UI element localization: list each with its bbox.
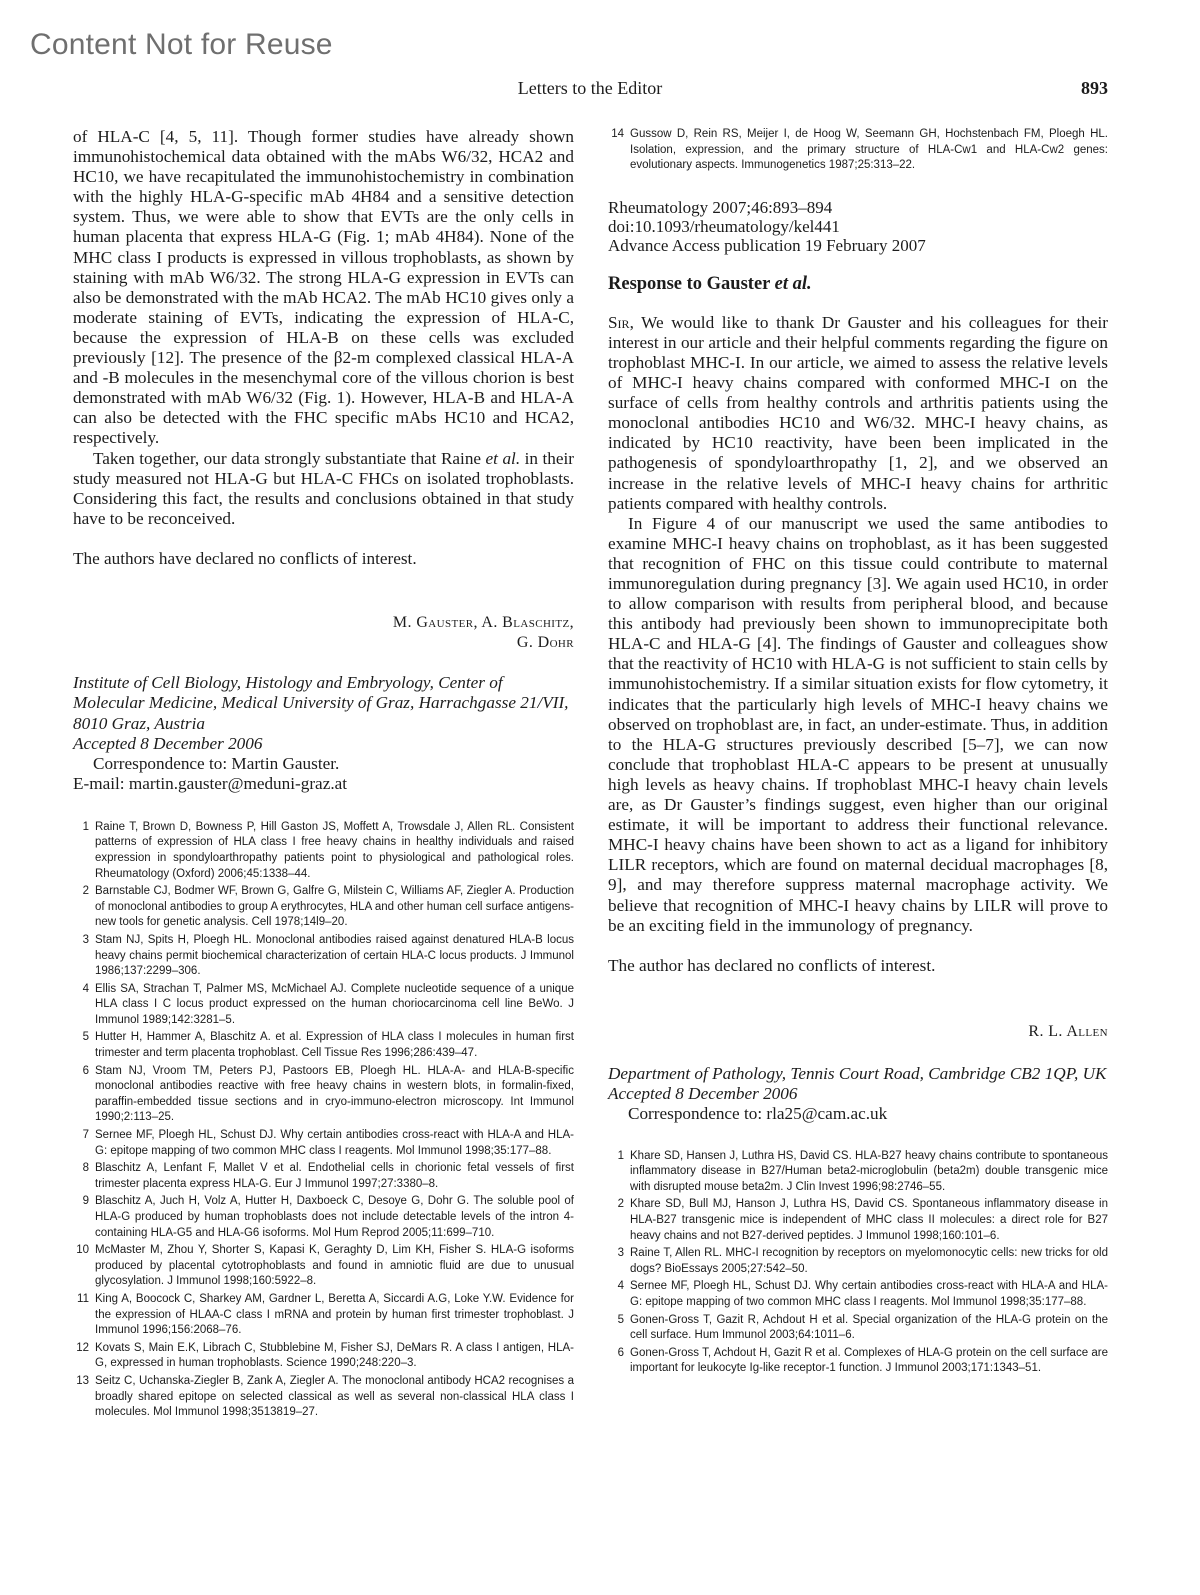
reference-text: Raine T, Brown D, Bowness P, Hill Gaston JS, Moffett A, Trowsdale J, Allen RL. Consistent patterns of expression of HLA class I free heavy chains in healthy individuals and raised expression in spondyloarthropathy patients point to physiological and pathological roles. Rheumatology (Oxford) 2006;45:1338–44. — [95, 820, 574, 880]
author-names-line-2: G. Dohr — [516, 633, 574, 651]
citation-journal: Rheumatology 2007;46:893–894 — [608, 197, 833, 217]
reference-text: Sernee MF, Ploegh HL, Schust DJ. Why certain antibodies cross-react with HLA-A and HLA-G: epitope mapping of two common MHC class I reagents. Mol Immunol 1998;35:177–88. — [630, 1280, 1108, 1309]
reference-item — [73, 1341, 574, 1372]
reference-item — [73, 1292, 574, 1339]
et-al: et al. — [485, 448, 521, 468]
reference-item — [73, 1161, 574, 1192]
reference-item — [73, 1374, 574, 1421]
reference-text: Khare SD, Hansen J, Luthra HS, David CS. HLA-B27 heavy chains contribute to spontaneous inflammatory disease in B27/Human beta2-microglobulin (beta2m) double transgenic mice with disrupted mouse beta2m. J Clin Invest 1996;98:2746–55. — [630, 1149, 1108, 1193]
reference-number: 10 — [76, 1244, 89, 1257]
paragraph-2-start: Taken together, our data strongly substantiate that Raine — [93, 448, 486, 468]
reference-item — [608, 1149, 1108, 1196]
reference-item — [73, 1064, 574, 1126]
reference-list — [73, 820, 574, 1421]
reference-text: Gussow D, Rein RS, Meijer I, de Hoog W, Seemann GH, Hochstenbach FM, Ploegh HL. Isolation, expression, and the primary structure of HLA-Cw1 and HLA-Cw2 genes: evolutionary aspects. Immunogenetics 1987;25:313–22. — [630, 128, 1108, 172]
reference-item — [73, 1128, 574, 1159]
reference-text: Blaschitz A, Juch H, Volz A, Hutter H, Daxboeck C, Desoye G, Dohr G. The soluble pool of HLA-G produced by human trophoblasts does not include detectable levels of the intron 4-containing HLA-G5 and HLA-G6 isoforms. Mol Hum Reprod 2005;11:699–710. — [95, 1195, 574, 1239]
reference-item — [608, 1313, 1108, 1344]
reference-item — [73, 1194, 574, 1241]
citation-advance-access: Advance Access publication 19 February 2007 — [608, 235, 926, 255]
reference-item — [73, 884, 574, 931]
reference-item — [73, 1030, 574, 1061]
reference-item — [608, 1197, 1108, 1244]
reference-text: McMaster M, Zhou Y, Shorter S, Kapasi K, Geraghty D, Lim KH, Fisher S. HLA-G isoforms produced by placental cytotrophoblasts and found in amniotic fluid are due to unusual glycosylation. J Immunol 1998;160:5922–8. — [95, 1244, 574, 1288]
reference-text: Raine T, Allen RL. MHC-I recognition by receptors on myelomonocytic cells: new tricks for old dogs? BioEssays 2005;27:542–50. — [630, 1247, 1108, 1275]
author-names-line-1: M. Gauster, A. Blaschitz, — [392, 613, 574, 631]
reference-number: 3 — [617, 1247, 624, 1260]
correspondence: Correspondence to: rla25@cam.ac.uk — [628, 1104, 888, 1124]
reference-item — [73, 982, 574, 1029]
reference-number: 2 — [617, 1198, 624, 1211]
reference-number: 7 — [82, 1129, 89, 1142]
reference-number: 8 — [82, 1162, 89, 1175]
reference-number: 11 — [77, 1292, 89, 1305]
reference-text: Barnstable CJ, Bodmer WF, Brown G, Galfre G, Milstein C, Williams AF, Ziegler A. Production of monoclonal antibodies to group A erythrocytes, HLA and other human cell surface antigens-new tools for genetic analysis. Cell 1978;14l9–20. — [95, 885, 574, 929]
reference-number: 2 — [82, 885, 89, 898]
response-paragraph-1-text: , We would like to thank Dr Gauster and his colleagues for their interest in our article and their helpful comments regarding the figure on trophoblast MHC-I. In our article, we aimed to assess the relative levels of MHC-I heavy chains compared with conformed MHC-I on the surface of cells from healthy controls and arthritis patients using the monoclonal antibodies HC10 and W6/32. MHC-I heavy chains, as indicated by HC10 reactivity, have been been implicated in the pathogenesis of spondyloarthropathy [1, 2], and we observed an increase in the relative levels of MHC-I heavy chains for arthritic patients compared with healthy controls. — [608, 312, 1108, 513]
salutation: Sir — [608, 312, 630, 332]
paragraph-2-end: in their study measured not HLA-G but HLA-C FHCs on isolated trophoblasts. Considering this fact, the results and conclusions obtained in that study have to be reconceived. — [73, 448, 574, 528]
citation-doi: doi:10.1093/rheumatology/kel441 — [608, 216, 840, 236]
reference-text: Sernee MF, Ploegh HL, Schust DJ. Why certain antibodies cross-react with HLA-A and HLA-G: epitope mapping of two common MHC class I reagents. Mol Immunol 1998;35:177–88. — [95, 1129, 574, 1157]
journal-section-title: Letters to the Editor — [517, 78, 663, 98]
reference-item — [73, 933, 574, 980]
reference-item — [608, 127, 1108, 174]
reference-item — [608, 1346, 1108, 1377]
reference-text: Stam NJ, Vroom TM, Peters PJ, Pastoors EB, Ploegh HL. HLA-A- and HLA-B-specific monoclonal antibodies reactive with free heavy chains in western blots, in formalin-fixed, paraffin-embedded tissue sections and in cryo-immuno-electron microscopy. Int Immunol 1990;2:113–25. — [95, 1064, 574, 1124]
reference-text: Kovats S, Main E.K, Librach C, Stubblebine M, Fisher SJ, DeMars R. A class I antigen, HLA-G, expressed in human trophoblasts. Science 1990;248:220–3. — [95, 1341, 574, 1370]
affiliation: Department of Pathology, Tennis Court Road, Cambridge CB2 1QP, UK — [608, 1063, 1107, 1083]
reference-number: 5 — [617, 1313, 624, 1326]
response-title — [608, 273, 1108, 295]
reference-text: Gonen-Gross T, Achdout H, Gazit R et al. Complexes of HLA-G protein on the cell surface are important for leukocyte Ig-like receptor-1 function. J Immunol 2003;171:1343–51. — [630, 1346, 1108, 1375]
reference-text: Seitz C, Uchanska-Ziegler B, Zank A, Ziegler A. The monoclonal antibody HCA2 recognises a broadly shared epitope on selected classical as well as several non-classical HLA class I molecules. Mol Immunol 1998;3513819–27. — [95, 1374, 574, 1419]
reference-text: Hutter H, Hammer A, Blaschitz A. et al. Expression of HLA class I molecules in human first trimester and term placenta trophoblast. Cell Tissue Res 1996;286:439–47. — [95, 1031, 574, 1060]
response-title-etal: et al. — [774, 273, 812, 294]
author-name: R. L. Allen — [1028, 1022, 1108, 1040]
reference-text: Ellis SA, Strachan T, Palmer MS, McMichael AJ. Complete nucleotide sequence of a unique HLA class I C locus product expressed on the human choriocarcinoma cell line BeWo. J Immunol 1989;142:3281–5. — [95, 982, 574, 1026]
reference-item — [73, 1243, 574, 1290]
accepted-date: Accepted 8 December 2006 — [608, 1084, 798, 1104]
reference-number: 1 — [617, 1149, 624, 1162]
letter-paragraph-2 — [73, 449, 574, 529]
right-column — [608, 127, 1108, 1379]
reference-number: 14 — [611, 128, 624, 140]
reference-list — [608, 1149, 1108, 1377]
reference-text: King A, Boocock C, Sharkey AM, Gardner L, Beretta A, Siccardi A.G, Loke Y.W. Evidence for the expression of HLAA-C class I mRNA and protein by human first trimester trophoblast. J Immunol 1996;156:2068–76. — [95, 1292, 574, 1337]
response-paragraph-1 — [608, 313, 1108, 514]
email: E-mail: martin.gauster@meduni-graz.at — [73, 774, 348, 794]
reference-number: 12 — [76, 1341, 89, 1354]
reference-number: 4 — [82, 982, 89, 995]
reference-number: 5 — [82, 1031, 89, 1044]
watermark: Content Not for Reuse — [30, 28, 333, 61]
left-column — [73, 127, 574, 1423]
reference-number: 9 — [82, 1195, 89, 1208]
affiliation: Institute of Cell Biology, Histology and Embryology, Center of Molecular Medicine, Medical University of Graz, Harrachgasse 21/VII, 8010 Graz, Austria — [73, 672, 569, 733]
reference-item — [73, 820, 574, 882]
reference-list-continued — [608, 127, 1108, 174]
reference-text: Khare SD, Bull MJ, Hanson J, Luthra HS, David CS. Spontaneous inflammatory disease in HLA-B27 transgenic mice is independent of MHC class II molecules: a direct role for B27 heavy chains and not B27-derived peptides. J Immunol 1998;160:101–6. — [630, 1198, 1108, 1242]
conflict-statement: The author has declared no conflicts of interest. — [608, 955, 936, 975]
response-title-text: Response to Gauster — [608, 273, 775, 294]
correspondence: Correspondence to: Martin Gauster. — [93, 754, 340, 774]
response-paragraph-2: In Figure 4 of our manuscript we used the same antibodies to examine MHC-I heavy chains on trophoblast, as it has been suggested that recognition of FHC on this tissue could contribute to maternal immunoregulation during pregnancy [3]. We again used HC10, in order to allow comparison with results from peripheral blood, and because this antibody had previously been shown to immunoprecipitate both HLA-C and HLA-G [4]. The findings of Gauster and colleagues show that the reactivity of HC10 with HLA-G is not sufficient to stain cells by immunohistochemistry. If a similar situation exists for flow cytometry, it indicates that the particularly high levels of MHC-I heavy chains we observed on trophoblast are, in fact, an under-estimate. Thus, in addition to the HLA-G structures previously described [5–7], we can now conclude that trophoblast HLA-C appears to be present at unusually high levels as heavy chains. If trophoblast MHC-I heavy chain levels are, as Dr Gauster’s findings suggest, even higher than our original estimate, it will be important to address their functional relevance. MHC-I heavy chains have been shown to act as a ligand for inhibitory LILR receptors, which are found on maternal decidual macrophages [8, 9], and may therefore suppress maternal macrophage activity. We believe that recognition of MHC-I heavy chains by LILR will prove to be an exciting field in the immunology of pregnancy. — [608, 513, 1108, 935]
reference-text: Stam NJ, Spits H, Ploegh HL. Monoclonal antibodies raised against denatured HLA-B locus heavy chains permit biochemical characterization of certain HLA-C locus products. J Immunol 1986;137:2299–306. — [95, 933, 574, 978]
reference-number: 13 — [76, 1374, 89, 1387]
reference-number: 6 — [82, 1064, 89, 1077]
accepted-date: Accepted 8 December 2006 — [73, 733, 263, 753]
reference-number: 1 — [82, 820, 89, 833]
reference-number: 3 — [82, 933, 89, 946]
reference-text: Gonen-Gross T, Gazit R, Achdout H et al. Special organization of the HLA-G protein on the cell surface. Hum Immunol 2003;64:1011–6. — [630, 1313, 1108, 1342]
reference-item — [608, 1279, 1108, 1310]
reference-text: Blaschitz A, Lenfant F, Mallet V et al. Endothelial cells in chorionic fetal vessels of first trimester placenta express HLA-G. Eur J Immunol 1997;27:3380–8. — [95, 1162, 574, 1190]
reference-number: 6 — [617, 1346, 624, 1359]
conflict-statement: The authors have declared no conflicts of interest. — [73, 548, 417, 568]
reference-item — [608, 1246, 1108, 1277]
letter-paragraph-1: of HLA-C [4, 5, 11]. Though former studies have already shown immunohistochemical data obtained with the mAbs W6/32, HCA2 and HC10, we have recapitulated the immunohistochemistry in combination with the highly HLA-G-specific mAb 4H84 and a sensitive detection system. Thus, we were able to show that EVTs are the only cells in human placenta that express HLA-G (Fig. 1; mAb 4H84). None of the MHC class I products is expressed in villous trophoblasts, as shown by staining with mAb W6/32. The strong HLA-G expression in EVTs can also be demonstrated with the mAb HCA2. The mAb HC10 gives only a moderate staining of EVTs, indicating the expression of HLA-C, because the expression of HLA-B on these cells was excluded previously [12]. The presence of the β2-m complexed classical HLA-A and -B molecules in the mesenchymal core of the villous chorion is best demonstrated with mAb W6/32 (Fig. 1). However, HLA-B and HLA-A can also be detected with the FHC specific mAbs HC10 and HCA2, respectively. — [73, 127, 574, 448]
reference-number: 4 — [617, 1280, 624, 1293]
page-number: 893 — [1081, 78, 1108, 98]
